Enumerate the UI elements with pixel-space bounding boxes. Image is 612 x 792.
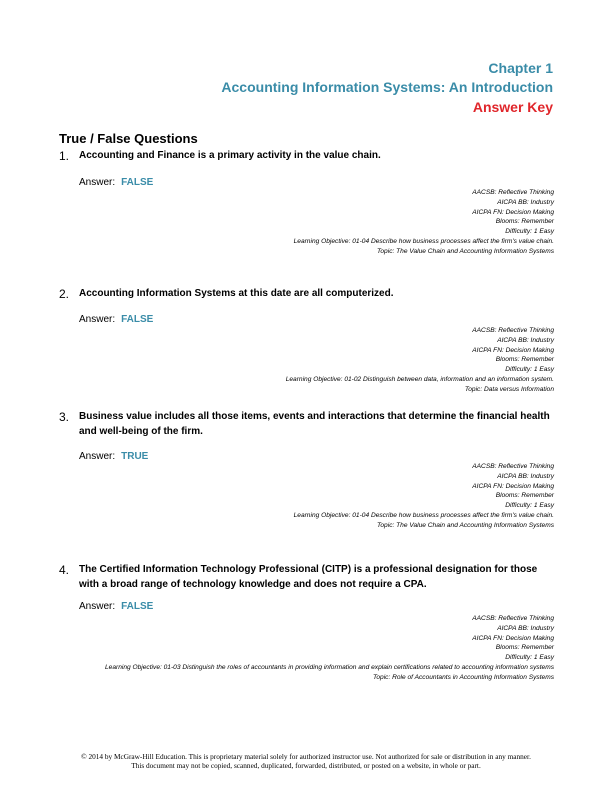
meta-difficulty: Difficulty: 1 Easy: [505, 654, 554, 662]
meta-aicpa-bb: AICPA BB: Industry: [497, 336, 554, 344]
chapter-title: Accounting Information Systems: An Introduction: [221, 79, 553, 95]
answer-label: Answer:: [79, 314, 116, 325]
meta-topic: Topic: The Value Chain and Accounting Information Systems: [376, 247, 554, 255]
answer-key-label: Answer Key: [472, 99, 553, 115]
answer-line: [79, 451, 148, 462]
meta-aicpa-fn: AICPA FN: Decision Making: [472, 634, 554, 642]
meta-learning-objective: Learning Objective: 01-04 Describe how business processes affect the firm's value chain.: [293, 511, 554, 519]
question-metadata: [64, 326, 554, 395]
meta-topic: Topic: The Value Chain and Accounting Information Systems: [376, 521, 554, 529]
meta-aicpa-bb: AICPA BB: Industry: [497, 472, 554, 480]
meta-difficulty: Difficulty: 1 Easy: [505, 366, 554, 374]
meta-learning-objective: Learning Objective: 01-03 Distinguish the roles of accountants in providing information and explain certifications related to accounting information systems: [105, 663, 554, 671]
question-number: 2.: [59, 287, 70, 301]
meta-aicpa-fn: AICPA FN: Decision Making: [472, 208, 554, 216]
question-text: Accounting Information Systems at this date are all computerized.: [79, 288, 394, 299]
meta-learning-objective: Learning Objective: 01-04 Describe how business processes affect the firm's value chain.: [293, 237, 554, 245]
question-metadata: [64, 188, 554, 257]
question-text: Business value includes all those items, events and interactions that determine the financial health and well-being of the firm.: [79, 411, 550, 437]
question-metadata: [64, 462, 554, 531]
meta-blooms: Blooms: Remember: [495, 356, 554, 364]
answer-value: FALSE: [121, 177, 154, 188]
meta-aacsb: AACSB: Reflective Thinking: [472, 615, 554, 622]
copyright-footer: [40, 752, 572, 771]
meta-aicpa-fn: AICPA FN: Decision Making: [472, 482, 554, 490]
question-number: 3.: [59, 410, 70, 424]
meta-aacsb: AACSB: Reflective Thinking: [472, 327, 554, 334]
meta-blooms: Blooms: Remember: [495, 492, 554, 500]
meta-aicpa-fn: AICPA FN: Decision Making: [472, 346, 554, 354]
answer-label: Answer:: [79, 451, 116, 462]
meta-aacsb: AACSB: Reflective Thinking: [472, 463, 554, 470]
section-title: True / False Questions: [59, 131, 198, 146]
answer-line: [79, 601, 153, 612]
meta-aicpa-bb: AICPA BB: Industry: [497, 198, 554, 206]
question-text: The Certified Information Technology Professional (CITP) is a professional designation for those with a broad range of technology knowledge and does not require a CPA.: [79, 564, 538, 590]
answer-value: TRUE: [121, 451, 149, 462]
meta-difficulty: Difficulty: 1 Easy: [505, 228, 554, 236]
question-text: Accounting and Finance is a primary activity in the value chain.: [79, 150, 381, 161]
question-metadata: [64, 614, 554, 683]
answer-line: [79, 314, 153, 325]
meta-blooms: Blooms: Remember: [495, 218, 554, 226]
question-number: 1.: [59, 149, 70, 163]
meta-blooms: Blooms: Remember: [495, 644, 554, 652]
footer-line-1: © 2014 by McGraw-Hill Education. This is proprietary material solely for authorized instructor use. Not authorized for sale or distribution in any manner.: [81, 752, 531, 761]
footer-line-2: This document may not be copied, scanned, duplicated, forwarded, distributed, or posted on a website, in whole or part.: [131, 761, 481, 771]
answer-value: FALSE: [121, 601, 154, 612]
meta-topic: Topic: Data versus Information: [464, 385, 554, 393]
meta-aicpa-bb: AICPA BB: Industry: [497, 624, 554, 632]
answer-label: Answer:: [79, 601, 116, 612]
meta-difficulty: Difficulty: 1 Easy: [505, 502, 554, 510]
meta-learning-objective: Learning Objective: 01-02 Distinguish between data, information and an information system.: [285, 375, 554, 383]
chapter-heading: Chapter 1: [488, 60, 553, 76]
meta-aacsb: AACSB: Reflective Thinking: [472, 189, 554, 196]
question-number: 4.: [59, 563, 70, 577]
answer-label: Answer:: [79, 177, 116, 188]
answer-line: [79, 177, 153, 188]
answer-value: FALSE: [121, 314, 154, 325]
meta-topic: Topic: Role of Accountants in Accounting Information Systems: [372, 673, 554, 681]
